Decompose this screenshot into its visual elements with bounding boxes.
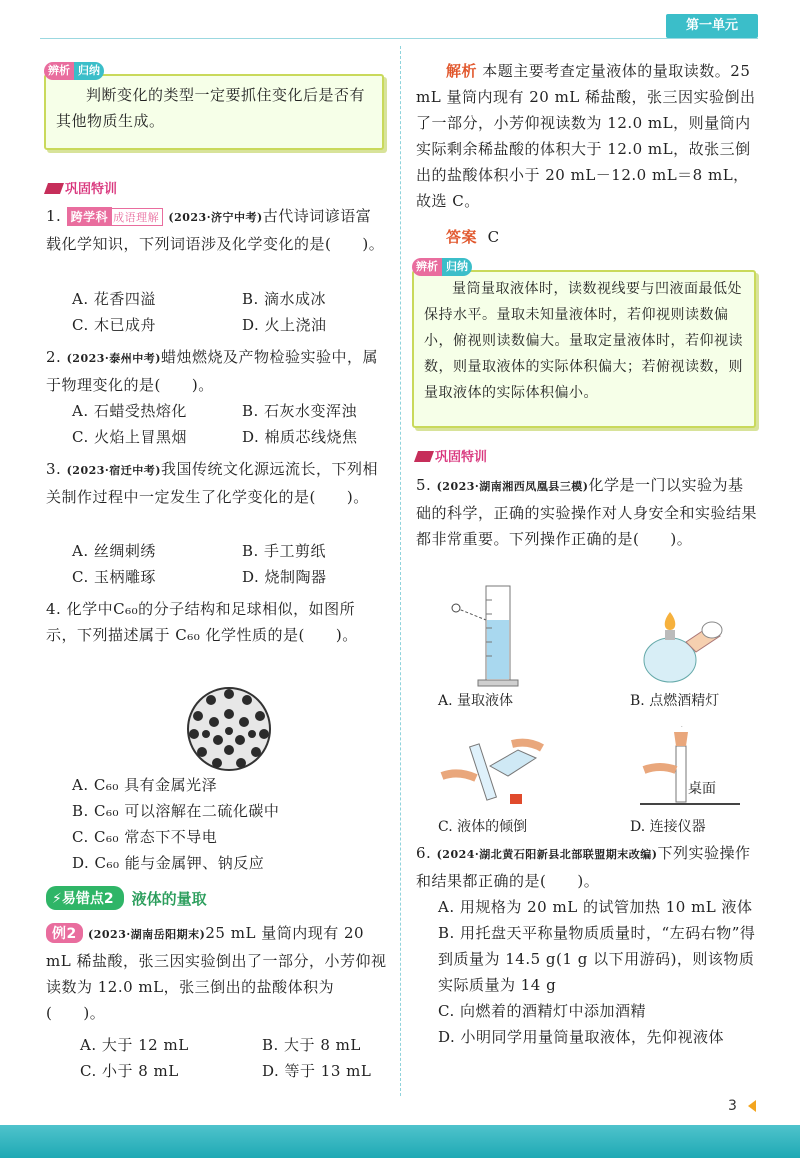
figure-a-graduated-cylinder	[446, 580, 536, 690]
cap-icon	[414, 451, 434, 462]
option[interactable]: D. 火上浇油	[242, 316, 327, 334]
question-3-options	[72, 538, 392, 590]
option[interactable]: C. C₆₀ 常态下不导电	[72, 828, 218, 846]
bottom-band	[0, 1125, 800, 1158]
header-rule	[40, 38, 758, 39]
example-tag: 例2	[46, 923, 83, 943]
summary-box-2	[412, 258, 756, 428]
caption-b: B. 点燃酒精灯	[630, 693, 720, 709]
question-5: 5. (2023·湖南湘西凤凰县三模)化学是一门以实验为基础的科学，正确的实验操作对人身安全和实验结果都非常重要。下列操作正确的是( )。	[416, 476, 758, 548]
summary-text: 判断变化的类型一定要抓住变化后是否有其他物质生成。	[44, 74, 384, 150]
page-arrow-icon	[748, 1100, 756, 1112]
option[interactable]: C. 木已成舟	[72, 316, 156, 334]
option[interactable]: A. 石蜡受热熔化	[72, 402, 187, 420]
option[interactable]: B. 石灰水变浑浊	[242, 402, 358, 420]
desk-label: 桌面	[688, 781, 716, 797]
practice-heading: 巩固特训	[416, 446, 487, 465]
option[interactable]: C. 玉柄雕琢	[72, 568, 156, 586]
option[interactable]: D. C₆₀ 能与金属钾、钠反应	[72, 854, 265, 872]
option[interactable]: D. 烧制陶器	[242, 568, 327, 586]
question-2-options	[72, 398, 392, 450]
cap-icon	[44, 183, 64, 194]
option[interactable]: A. 大于 12 mL	[80, 1036, 189, 1054]
section-title: 液体的量取	[131, 889, 207, 908]
option[interactable]: C. 小于 8 mL	[80, 1062, 179, 1080]
question-2: 2. (2023·泰州中考)蜡烛燃烧及产物检验实验中，属于物理变化的是( )。	[46, 348, 378, 394]
unit-tab: 第一单元	[666, 14, 758, 38]
section-label: ⚡易错点2	[46, 886, 124, 910]
question-4-options	[72, 772, 392, 876]
question-1-options	[72, 286, 392, 338]
summary-badge: 辨析 归纳	[44, 62, 104, 80]
option[interactable]: B. C₆₀ 可以溶解在二硫化碳中	[72, 802, 280, 820]
c60-molecule-image	[186, 686, 272, 772]
question-1-text: 古代诗词谚语富载化学知识，下列词语涉及化学变化的是( )。	[46, 207, 385, 253]
subject-subtag: 成语理解	[109, 208, 163, 226]
example-2: 例2 (2023·湖南岳阳期末)25 mL 量筒内现有 20 mL 稀盐酸，张三因实验倒出了一部分，小芳仰视读数为 12.0 mL，张三倒出的盐酸体积为( )。	[46, 924, 387, 1022]
figure-c-pouring-liquid	[438, 736, 548, 810]
analysis	[416, 58, 758, 214]
answer-value: C	[487, 228, 500, 246]
lightning-icon: ⚡	[52, 891, 62, 907]
question-1: 1. 跨学科 成语理解 (2023·济宁中考)古代诗词谚语富载化学知识，下列词语涉及化学变化的是( )。	[46, 207, 385, 253]
column-divider	[400, 46, 402, 1096]
question-6: 6. (2024·湖北黄石阳新县北部联盟期末改编)下列实验操作和结果都正确的是( )。	[416, 844, 751, 890]
option[interactable]: B. 手工剪纸	[242, 542, 327, 560]
example-2-options	[80, 1032, 390, 1084]
option[interactable]: C. 向燃着的酒精灯中添加酒精	[438, 1002, 646, 1020]
caption-a: A. 量取液体	[438, 693, 514, 709]
question-6-options	[438, 894, 756, 1050]
page-number: 3	[728, 1098, 737, 1114]
question-4: 4. 化学中C₆₀的分子结构和足球相似，如图所示，下列描述属于 C₆₀ 化学性质的是( )。	[46, 600, 358, 644]
option[interactable]: D. 小明同学用量筒量取液体，先仰视液体	[438, 1028, 725, 1046]
caption-d: D. 连接仪器	[630, 819, 706, 835]
summary-box-1	[44, 62, 384, 150]
option[interactable]: C. 火焰上冒黑烟	[72, 428, 187, 446]
section-heading	[46, 886, 207, 910]
option[interactable]: A. 花香四溢	[72, 290, 156, 308]
option[interactable]: D. 等于 13 mL	[262, 1062, 372, 1080]
option[interactable]: A. 丝绸刺绣	[72, 542, 156, 560]
summary-badge: 辨析 归纳	[412, 258, 472, 276]
option[interactable]: A. C₆₀ 具有金属光泽	[72, 776, 218, 794]
option[interactable]: B. 用托盘天平称量物质质量时，“左码右物”得到质量为 14.5 g(1 g 以下用游码)，则该物质实际质量为 14 g	[438, 924, 756, 994]
option[interactable]: A. 用规格为 20 mL 的试管加热 10 mL 液体	[438, 898, 753, 916]
practice-heading: 巩固特训	[46, 178, 117, 197]
option[interactable]: B. 滴水成冰	[242, 290, 327, 308]
option[interactable]: D. 棉质芯线烧焦	[242, 428, 358, 446]
question-3: 3. (2023·宿迁中考)我国传统文化源远流长，下列相关制作过程中一定发生了化学变化的是( )。	[46, 460, 378, 506]
caption-c: C. 液体的倾倒	[438, 819, 528, 835]
analysis-text: 本题主要考查定量液体的量取读数。25 mL 量筒内现有 20 mL 稀盐酸，张三因实验倒出了一部分，小芳仰视读数为 12.0 mL，则量筒内实际剩余稀盐酸的体积大于 12.0 mL，故张三倒出的盐酸体积小于 20 mL－12.0 mL＝8 mL，故选 C。	[416, 62, 756, 210]
analysis-label: 解析	[446, 62, 478, 80]
answer: 答案 C	[446, 228, 500, 246]
summary-text: 量筒量取液体时，读数视线要与凹液面最低处保持水平。量取未知量液体时，若仰视则读数偏小，俯视则读数偏大。量取定量液体时，若仰视读数，则量取液体的实际体积偏大；若俯视读数，则量取液体的实际体积偏小。	[412, 270, 756, 428]
figure-b-alcohol-lamp	[640, 608, 730, 688]
subject-tag: 跨学科	[67, 207, 113, 226]
option[interactable]: B. 大于 8 mL	[262, 1036, 361, 1054]
